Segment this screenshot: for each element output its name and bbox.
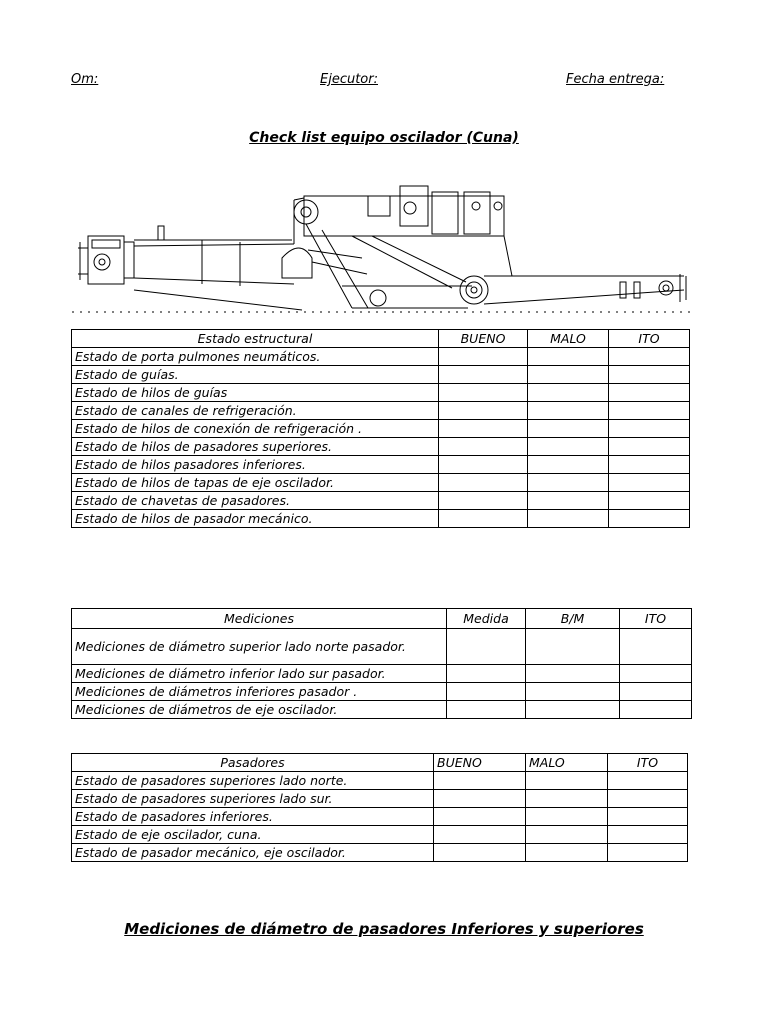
medida-cell[interactable] xyxy=(447,629,526,665)
ito-cell[interactable] xyxy=(620,629,692,665)
ito-cell[interactable] xyxy=(609,474,690,492)
bm-cell[interactable] xyxy=(526,701,620,719)
ito-cell[interactable] xyxy=(608,844,688,862)
table-row xyxy=(72,456,690,474)
table-row xyxy=(72,629,692,665)
column-header: ITO xyxy=(608,754,688,772)
bueno-cell[interactable] xyxy=(439,474,528,492)
malo-cell[interactable] xyxy=(528,456,609,474)
table-row xyxy=(72,510,690,528)
ito-cell[interactable] xyxy=(609,438,690,456)
column-header: Estado estructural xyxy=(72,330,439,348)
table-row xyxy=(72,808,688,826)
table-row xyxy=(72,438,690,456)
bueno-cell[interactable] xyxy=(434,844,526,862)
ito-cell[interactable] xyxy=(609,510,690,528)
column-header: Pasadores xyxy=(72,754,434,772)
footer-section-title: Mediciones de diámetro de pasadores Inferiores y superiores xyxy=(124,920,644,938)
page-title: Check list equipo oscilador (Cuna) xyxy=(249,130,519,146)
ito-cell[interactable] xyxy=(609,420,690,438)
bueno-cell[interactable] xyxy=(434,826,526,844)
ito-cell[interactable] xyxy=(620,701,692,719)
malo-cell[interactable] xyxy=(528,474,609,492)
mediciones-table xyxy=(71,608,692,719)
column-header: MALO xyxy=(526,754,608,772)
table-row xyxy=(72,826,688,844)
table-row xyxy=(72,844,688,862)
column-header: MALO xyxy=(528,330,609,348)
column-header: ITO xyxy=(620,609,692,629)
column-header: Medida xyxy=(447,609,526,629)
ito-cell[interactable] xyxy=(609,384,690,402)
table-header-row xyxy=(72,330,690,348)
header-ejecutor-label: Ejecutor: xyxy=(320,72,378,87)
table-row xyxy=(72,474,690,492)
ito-cell[interactable] xyxy=(620,683,692,701)
table-row xyxy=(72,772,688,790)
row-label: Mediciones de diámetro inferior lado sur pasador. xyxy=(72,665,447,683)
malo-cell[interactable] xyxy=(526,790,608,808)
column-header: BUENO xyxy=(434,754,526,772)
bueno-cell[interactable] xyxy=(434,808,526,826)
bueno-cell[interactable] xyxy=(439,438,528,456)
table-row xyxy=(72,348,690,366)
table-row xyxy=(72,790,688,808)
table-row xyxy=(72,665,692,683)
malo-cell[interactable] xyxy=(528,420,609,438)
column-header: ITO xyxy=(609,330,690,348)
malo-cell[interactable] xyxy=(526,772,608,790)
row-label: Estado de pasadores superiores lado sur. xyxy=(72,790,434,808)
row-label: Estado de hilos de conexión de refrigeración . xyxy=(72,420,439,438)
medida-cell[interactable] xyxy=(447,683,526,701)
row-label: Estado de hilos de pasador mecánico. xyxy=(72,510,439,528)
table-row xyxy=(72,492,690,510)
table-row xyxy=(72,366,690,384)
ito-cell[interactable] xyxy=(608,808,688,826)
table-row xyxy=(72,683,692,701)
bueno-cell[interactable] xyxy=(439,420,528,438)
bm-cell[interactable] xyxy=(526,629,620,665)
table-row xyxy=(72,701,692,719)
ito-cell[interactable] xyxy=(608,790,688,808)
malo-cell[interactable] xyxy=(528,492,609,510)
malo-cell[interactable] xyxy=(526,826,608,844)
row-label: Estado de hilos de guías xyxy=(72,384,439,402)
bm-cell[interactable] xyxy=(526,683,620,701)
header-om-label: Om: xyxy=(71,72,99,87)
ito-cell[interactable] xyxy=(609,492,690,510)
row-label: Estado de guías. xyxy=(72,366,439,384)
table-header-row xyxy=(72,609,692,629)
bueno-cell[interactable] xyxy=(439,456,528,474)
bueno-cell[interactable] xyxy=(439,366,528,384)
medida-cell[interactable] xyxy=(447,665,526,683)
ito-cell[interactable] xyxy=(608,772,688,790)
row-label: Estado de porta pulmones neumáticos. xyxy=(72,348,439,366)
malo-cell[interactable] xyxy=(528,402,609,420)
row-label: Mediciones de diámetro superior lado norte pasador. xyxy=(72,629,447,665)
row-label: Estado de pasador mecánico, eje oscilador. xyxy=(72,844,434,862)
row-label: Estado de hilos de pasadores superiores. xyxy=(72,438,439,456)
ito-cell[interactable] xyxy=(609,456,690,474)
bueno-cell[interactable] xyxy=(434,772,526,790)
oscillator-equipment-drawing xyxy=(72,178,692,328)
bueno-cell[interactable] xyxy=(439,384,528,402)
row-label: Estado de chavetas de pasadores. xyxy=(72,492,439,510)
malo-cell[interactable] xyxy=(528,384,609,402)
row-label: Estado de pasadores superiores lado norte. xyxy=(72,772,434,790)
estado-estructural-table xyxy=(71,329,690,528)
column-header: B/M xyxy=(526,609,620,629)
row-label: Estado de eje oscilador, cuna. xyxy=(72,826,434,844)
bueno-cell[interactable] xyxy=(434,790,526,808)
malo-cell[interactable] xyxy=(528,510,609,528)
ito-cell[interactable] xyxy=(620,665,692,683)
row-label: Mediciones de diámetros inferiores pasador . xyxy=(72,683,447,701)
table-row xyxy=(72,420,690,438)
bm-cell[interactable] xyxy=(526,665,620,683)
bueno-cell[interactable] xyxy=(439,510,528,528)
table-header-row xyxy=(72,754,688,772)
header-fecha-label: Fecha entrega: xyxy=(566,72,665,87)
row-label: Mediciones de diámetros de eje oscilador. xyxy=(72,701,447,719)
malo-cell[interactable] xyxy=(528,438,609,456)
ito-cell[interactable] xyxy=(609,402,690,420)
bueno-cell[interactable] xyxy=(439,348,528,366)
malo-cell[interactable] xyxy=(528,366,609,384)
malo-cell[interactable] xyxy=(528,348,609,366)
pasadores-table xyxy=(71,753,688,862)
bueno-cell[interactable] xyxy=(439,492,528,510)
row-label: Estado de hilos pasadores inferiores. xyxy=(72,456,439,474)
table-row xyxy=(72,402,690,420)
medida-cell[interactable] xyxy=(447,701,526,719)
column-header: Mediciones xyxy=(72,609,447,629)
bueno-cell[interactable] xyxy=(439,402,528,420)
ito-cell[interactable] xyxy=(609,348,690,366)
malo-cell[interactable] xyxy=(526,844,608,862)
ito-cell[interactable] xyxy=(608,826,688,844)
row-label: Estado de pasadores inferiores. xyxy=(72,808,434,826)
row-label: Estado de hilos de tapas de eje oscilador. xyxy=(72,474,439,492)
column-header: BUENO xyxy=(439,330,528,348)
row-label: Estado de canales de refrigeración. xyxy=(72,402,439,420)
table-row xyxy=(72,384,690,402)
malo-cell[interactable] xyxy=(526,808,608,826)
ito-cell[interactable] xyxy=(609,366,690,384)
